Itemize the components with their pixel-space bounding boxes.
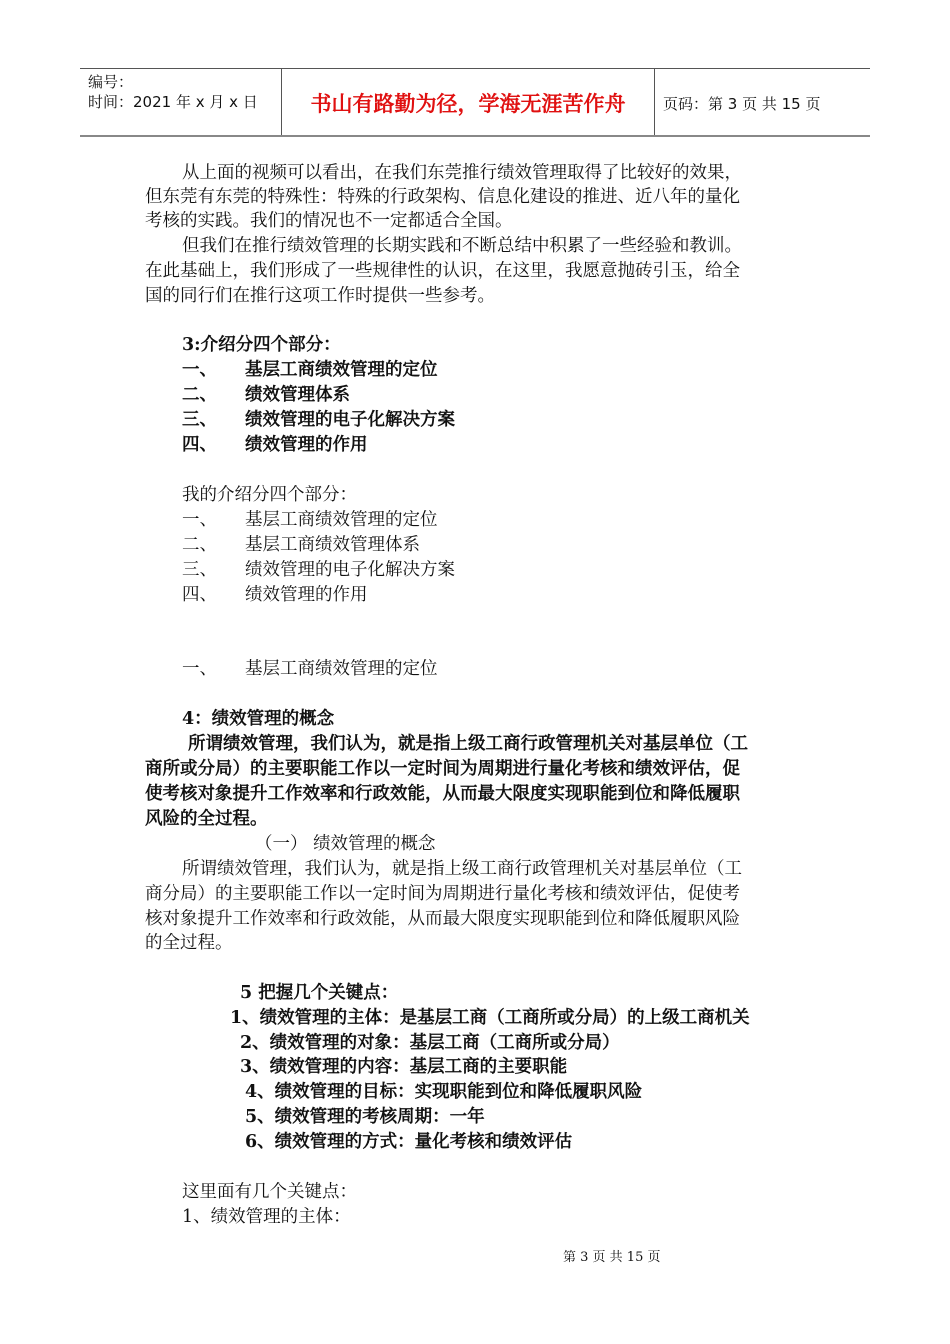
page-footer: 第 3 页 共 15 页 <box>563 1250 661 1265</box>
key-point: 4、绩效管理的目标：实现职能到位和降低履职风险 <box>245 1082 643 1102</box>
list-text: 绩效管理的作用 <box>245 435 368 455</box>
paragraph-line: 这里面有几个关键点： <box>182 1182 357 1202</box>
paragraph-line: 商分局）的主要职能工作以一定时间为周期进行量化考核和绩效评估，促使考 <box>145 884 740 904</box>
list-text: 绩效管理的电子化解决方案 <box>245 410 455 430</box>
list-number: 一、 <box>182 360 217 380</box>
paragraph-line: 所谓绩效管理，我们认为，就是指上级工商行政管理机关对基层单位（工 <box>188 734 748 754</box>
section-heading: 4：绩效管理的概念 <box>182 709 335 729</box>
section-heading: 5 把握几个关键点： <box>240 983 399 1003</box>
header-motto: 书山有路勤为径，学海无涯苦作舟 <box>282 69 655 135</box>
paragraph-line: 商所或分局）的主要职能工作以一定时间为周期进行量化考核和绩效评估，促 <box>145 759 740 779</box>
paragraph-line: 但东莞有东莞的特殊性：特殊的行政架构、信息化建设的推进、近八年的量化 <box>145 187 740 207</box>
paragraph-line: 国的同行们在推行这项工作时提供一些参考。 <box>145 286 495 306</box>
subsection-heading: （一） 绩效管理的概念 <box>255 834 436 854</box>
list-text: 绩效管理体系 <box>245 385 350 405</box>
paragraph-line: 风险的全过程。 <box>145 809 268 829</box>
key-point: 6、绩效管理的方式：量化考核和绩效评估 <box>245 1132 573 1152</box>
list-number: 三、 <box>182 410 217 430</box>
list-text: 基层工商绩效管理的定位 <box>245 360 438 380</box>
list-number: 四、 <box>182 435 217 455</box>
section-heading: 我的介绍分四个部分： <box>182 485 357 505</box>
list-number: 一、 <box>182 510 217 530</box>
header-page-info: 页码：第 3 页 共 15 页 <box>663 95 821 113</box>
key-point: 5、绩效管理的考核周期：一年 <box>245 1107 485 1127</box>
key-point: 3、绩效管理的内容：基层工商的主要职能 <box>240 1057 568 1077</box>
paragraph-line: 在此基础上，我们形成了一些规律性的认识，在这里，我愿意抛砖引玉，给全 <box>145 261 740 281</box>
list-text: 基层工商绩效管理的定位 <box>245 659 438 679</box>
list-text: 基层工商绩效管理的定位 <box>245 510 438 530</box>
paragraph-line: 考核的实践。我们的情况也不一定都适合全国。 <box>145 211 513 231</box>
list-number: 二、 <box>182 535 217 555</box>
paragraph-line: 从上面的视频可以看出，在我们东莞推行绩效管理取得了比较好的效果， <box>182 163 742 183</box>
list-text: 绩效管理的电子化解决方案 <box>245 560 455 580</box>
list-text: 基层工商绩效管理体系 <box>245 535 420 555</box>
paragraph-line: 的全过程。 <box>145 933 233 953</box>
list-text: 绩效管理的作用 <box>245 585 368 605</box>
paragraph-line: 但我们在推行绩效管理的长期实践和不断总结中积累了一些经验和教训。 <box>182 236 742 256</box>
key-point: 1、绩效管理的主体：是基层工商（工商所或分局）的上级工商机关 <box>230 1008 750 1028</box>
paragraph-line: 使考核对象提升工作效率和行政效能，从而最大限度实现职能到位和降低履职 <box>145 784 740 804</box>
paragraph-line: 1、绩效管理的主体： <box>182 1207 351 1227</box>
doc-number-label: 编号： <box>88 73 134 91</box>
key-point: 2、绩效管理的对象：基层工商（工商所或分局） <box>240 1033 620 1053</box>
list-number: 二、 <box>182 385 217 405</box>
section-heading: 3:介绍分四个部分： <box>182 335 341 355</box>
list-number: 四、 <box>182 585 217 605</box>
list-number: 三、 <box>182 560 217 580</box>
list-number: 一、 <box>182 659 217 679</box>
paragraph-line: 核对象提升工作效率和行政效能，从而最大限度实现职能到位和降低履职风险 <box>145 909 740 929</box>
header-table <box>80 68 870 137</box>
header-meta <box>80 69 282 135</box>
paragraph-line: 所谓绩效管理，我们认为，就是指上级工商行政管理机关对基层单位（工 <box>182 859 742 879</box>
doc-date: 时间：2021 年 x 月 x 日 <box>88 93 258 111</box>
